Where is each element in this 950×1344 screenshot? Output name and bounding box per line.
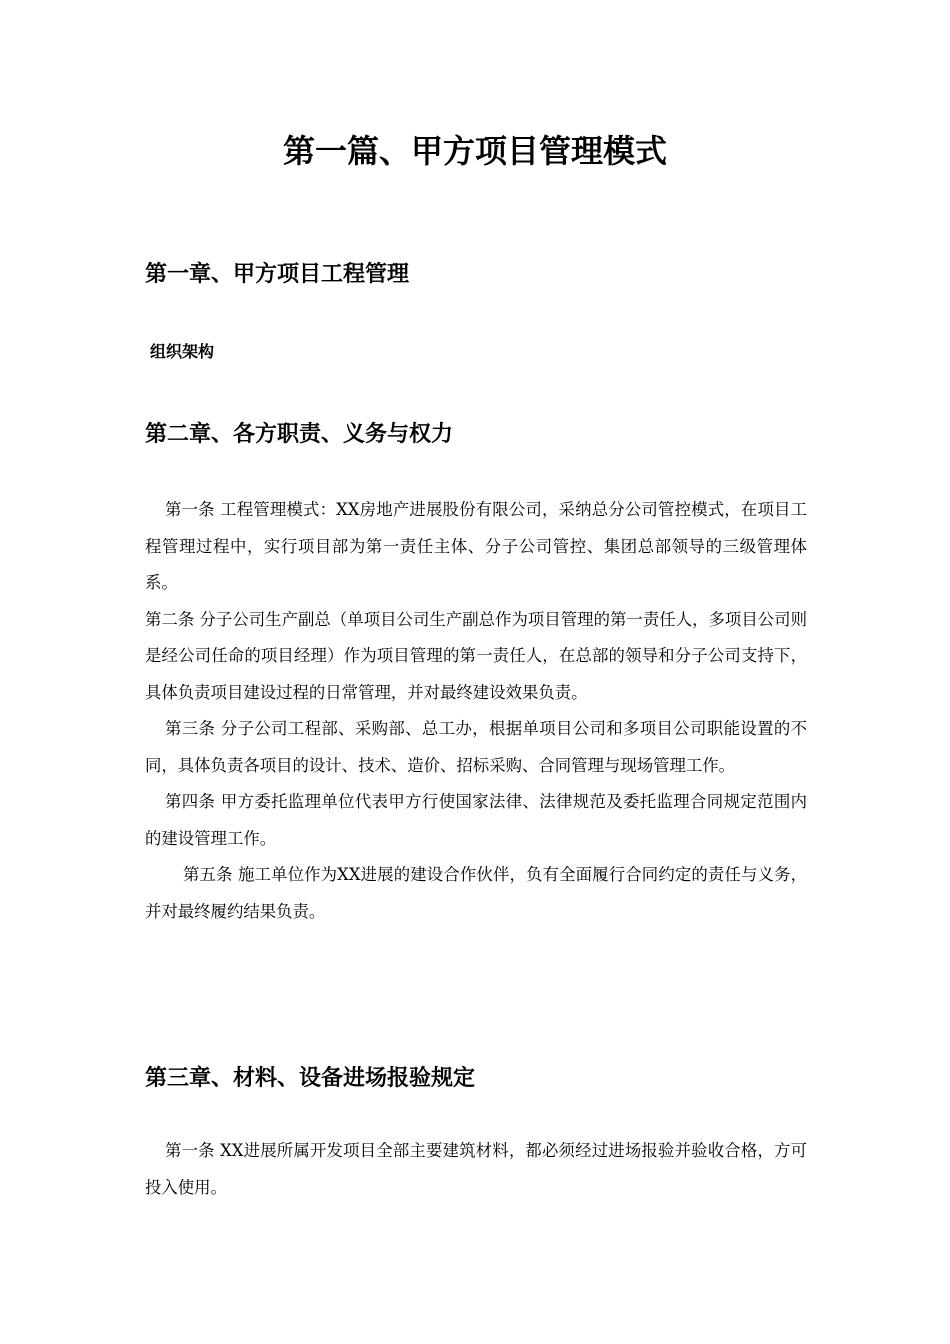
article-paragraph: 第一条 工程管理模式：XX房地产进展股份有限公司，采纳总分公司管控模式，在项目工程管理过程中，实行项目部为第一责任主体、分子公司管控、集团总部领导的三级管理体系。 xyxy=(145,500,807,592)
article-paragraph: 第四条 甲方委托监理单位代表甲方行使国家法律、法律规范及委托监理合同规定范围内的建设管理工作。 xyxy=(145,792,807,848)
article-paragraph: 第三条 分子公司工程部、采购部、总工办，根据单项目公司和多项目公司职能设置的不同，具体负责各项目的设计、技术、造价、招标采购、合同管理与现场管理工作。 xyxy=(145,719,807,775)
chapter-2-title: 第二章、各方职责、义务与权力 xyxy=(145,422,454,447)
chapter-3-body xyxy=(145,1133,807,1206)
chapter-1-title: 第一章、甲方项目工程管理 xyxy=(145,262,410,287)
article-paragraph: 第二条 分子公司生产副总（单项目公司生产副总作为项目管理的第一责任人，多项目公司则是经公司任命的项目经理）作为项目管理的第一责任人，在总部的领导和分子公司支持下，具体负责项目建设过程的日常管理，并对最终建设效果负责。 xyxy=(145,609,807,702)
chapter-2-body xyxy=(145,492,807,930)
part-title: 第一篇、甲方项目管理模式 xyxy=(282,132,667,170)
article-paragraph: 第一条 XX进展所属开发项目全部主要建筑材料，都必须经过进场报验并验收合格，方可投入使用。 xyxy=(145,1141,807,1197)
section-org-structure: 组织架构 xyxy=(150,342,215,361)
article-paragraph: 第五条 施工单位作为XX进展的建设合作伙伴，负有全面履行合同约定的责任与义务，并对最终履约结果负责。 xyxy=(145,865,807,921)
chapter-3-title: 第三章、材料、设备进场报验规定 xyxy=(145,1066,476,1091)
